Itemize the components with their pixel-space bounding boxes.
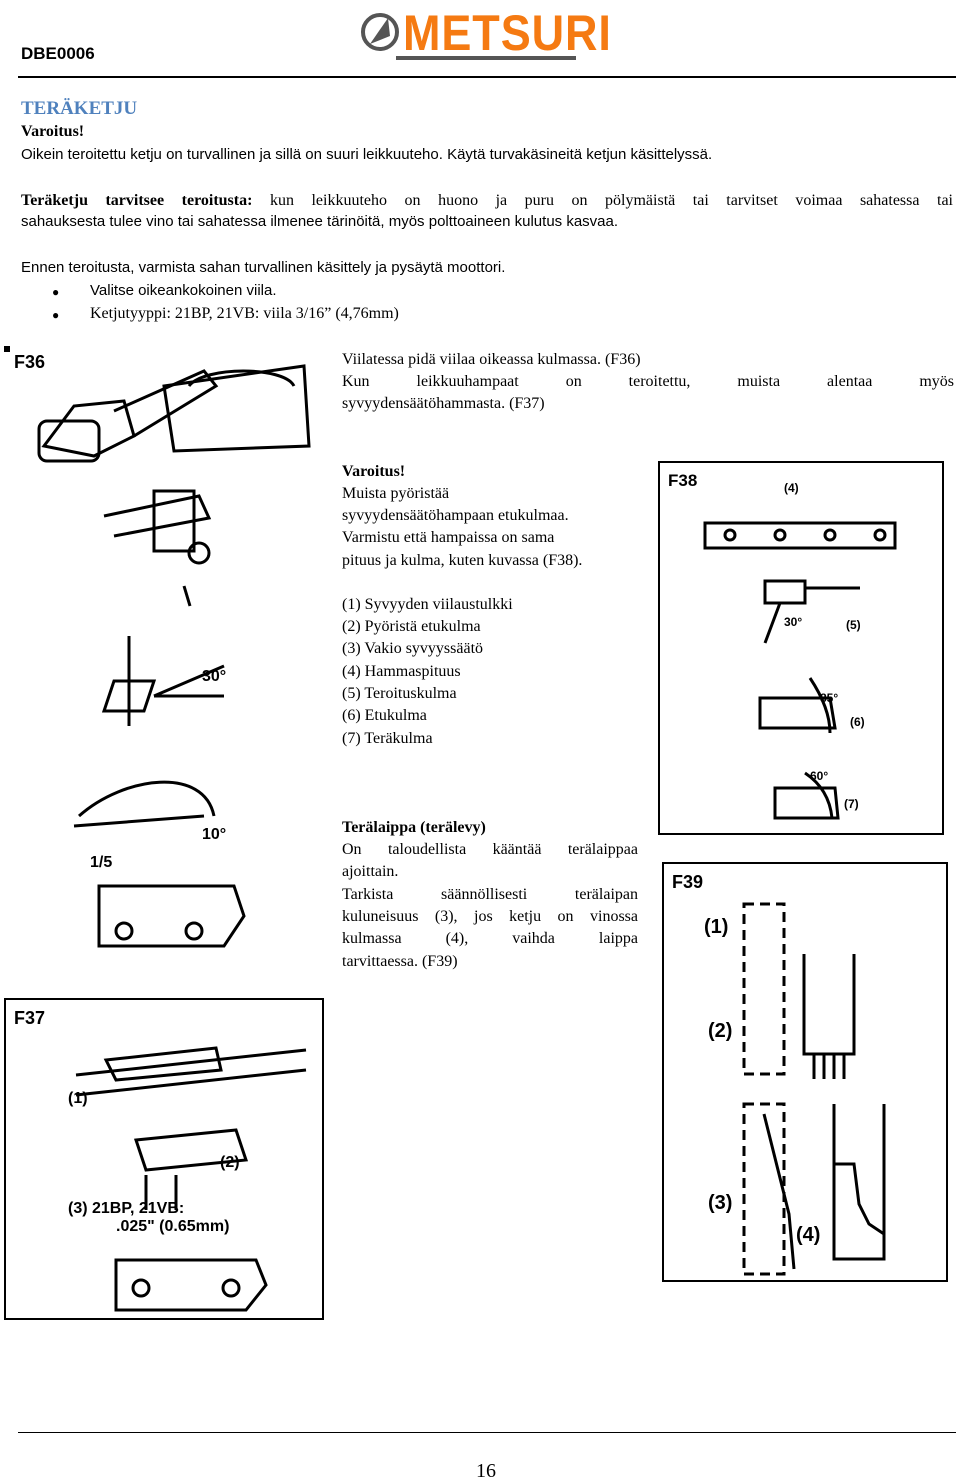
bullet-icon: ●: [52, 308, 60, 322]
header-divider: [18, 76, 956, 78]
figure-label: F39: [672, 872, 704, 892]
guide-bar-line: tarvittaessa. (F39): [342, 953, 458, 970]
warning-line: syvyydensäätöhampaan etukulmaa.: [342, 507, 569, 524]
legend-item: (2) Pyöristä etukulma: [342, 618, 481, 635]
guide-bar-line: On taloudellista kääntää terälaippaa: [342, 841, 638, 858]
legend-item: (7) Teräkulma: [342, 730, 433, 747]
figure-f39: [662, 862, 948, 1282]
spec-gauge: .025" (0.65mm): [116, 1218, 230, 1235]
document-code: DBE0006: [21, 44, 95, 63]
ratio-label: 1/5: [90, 854, 113, 871]
sharpen-line-1: [21, 190, 953, 212]
footer-divider: [18, 1432, 956, 1433]
angle-85-label: 85°: [820, 691, 839, 705]
sharpen-bold: Teräketju tarvitsee teroitusta:: [21, 192, 253, 209]
guide-bar-line: ajoittain.: [342, 863, 399, 880]
warning-heading: Varoitus!: [21, 123, 85, 140]
brand-name: METSURI: [403, 5, 612, 61]
warning-text: Oikein teroitettu ketju on turvallinen ja sillä on suuri leikkuuteho. Käytä turvakäsineitä ketjun käsittelyssä.: [21, 146, 713, 163]
callout-2: (2): [708, 1020, 733, 1042]
legend-item: (1) Syvyyden viilaustulkki: [342, 596, 513, 613]
filing-line-1: Viilatessa pidä viilaa oikeassa kulmassa. (F36): [342, 351, 641, 368]
bullet-icon: ●: [52, 285, 60, 299]
callout-1: (1): [704, 916, 729, 938]
legend-item: (6) Etukulma: [342, 707, 427, 724]
guide-bar-line: kuluneisuus (3), jos ketju on vinossa: [342, 908, 638, 925]
angle-60-label: 60°: [810, 769, 829, 783]
callout-4: (4): [784, 481, 799, 495]
angle-10-label: 10°: [202, 826, 227, 843]
legend-item: (5) Teroituskulma: [342, 685, 457, 702]
legend-item: (4) Hammaspituus: [342, 663, 461, 680]
bullet-item: Valitse oikeankokoinen viila.: [90, 282, 277, 299]
sharpen-line-2: sahauksesta tulee vino tai sahatessa ilmenee tärinöitä, myös polttoaineen kulutus kasvaa.: [21, 213, 619, 230]
warning-line: Muista pyöristää: [342, 485, 450, 502]
depth-gauge-illustration: [6, 1000, 322, 1318]
warning-line: Varmistu että hampaissa on sama: [342, 529, 555, 546]
callout-1: (1): [68, 1090, 88, 1107]
angle-30-label: 30°: [784, 615, 803, 629]
section-title: TERÄKETJU: [21, 98, 138, 119]
callout-5: (5): [846, 618, 861, 632]
guide-bar-line: kulmassa (4), vaihda laippa: [342, 930, 638, 947]
callout-6: (6): [850, 715, 865, 729]
callout-4: (4): [796, 1224, 821, 1246]
angle-30-label: 30°: [202, 668, 227, 685]
filing-line-3: syvyydensäätöhammasta. (F37): [342, 395, 545, 412]
warning-line: pituus ja kulma, kuten kuvassa (F38).: [342, 552, 583, 569]
figure-f36: [4, 346, 320, 986]
figure-label: F36: [14, 352, 46, 372]
before-sharpening: Ennen teroitusta, varmista sahan turvallinen käsittely ja pysäytä moottori.: [21, 259, 506, 276]
figure-f37: [4, 998, 324, 1320]
callout-3: (3): [708, 1192, 733, 1214]
spec-chain-type: (3) 21BP, 21VB:: [68, 1200, 185, 1217]
guide-bar-line: Tarkista säännöllisesti terälaipan: [342, 886, 638, 903]
guide-bar-heading: Terälaippa (terälevy): [342, 819, 486, 836]
bullet-item: Ketjutyyppi: 21BP, 21VB: viila 3/16” (4,76mm): [90, 305, 399, 322]
figure-f38: [658, 461, 944, 835]
legend-item: (3) Vakio syvyyssäätö: [342, 640, 484, 657]
sharpen-rest: kun leikkuuteho on huono ja puru on pölymäistä tai tarvitset voimaa sahatessa tai: [269, 192, 954, 209]
callout-2: (2): [220, 1154, 240, 1171]
filing-line-2: Kun leikkuuhampaat on teroitettu, muista alentaa myös: [342, 373, 954, 390]
warning-heading: Varoitus!: [342, 463, 406, 480]
figure-label: F37: [14, 1008, 46, 1028]
chain-tooth-angles-illustration: [660, 463, 942, 833]
chainsaw-filing-illustration: [4, 346, 320, 986]
page-number: 16: [476, 1460, 496, 1482]
figure-label: F38: [668, 471, 698, 490]
callout-7: (7): [844, 797, 859, 811]
